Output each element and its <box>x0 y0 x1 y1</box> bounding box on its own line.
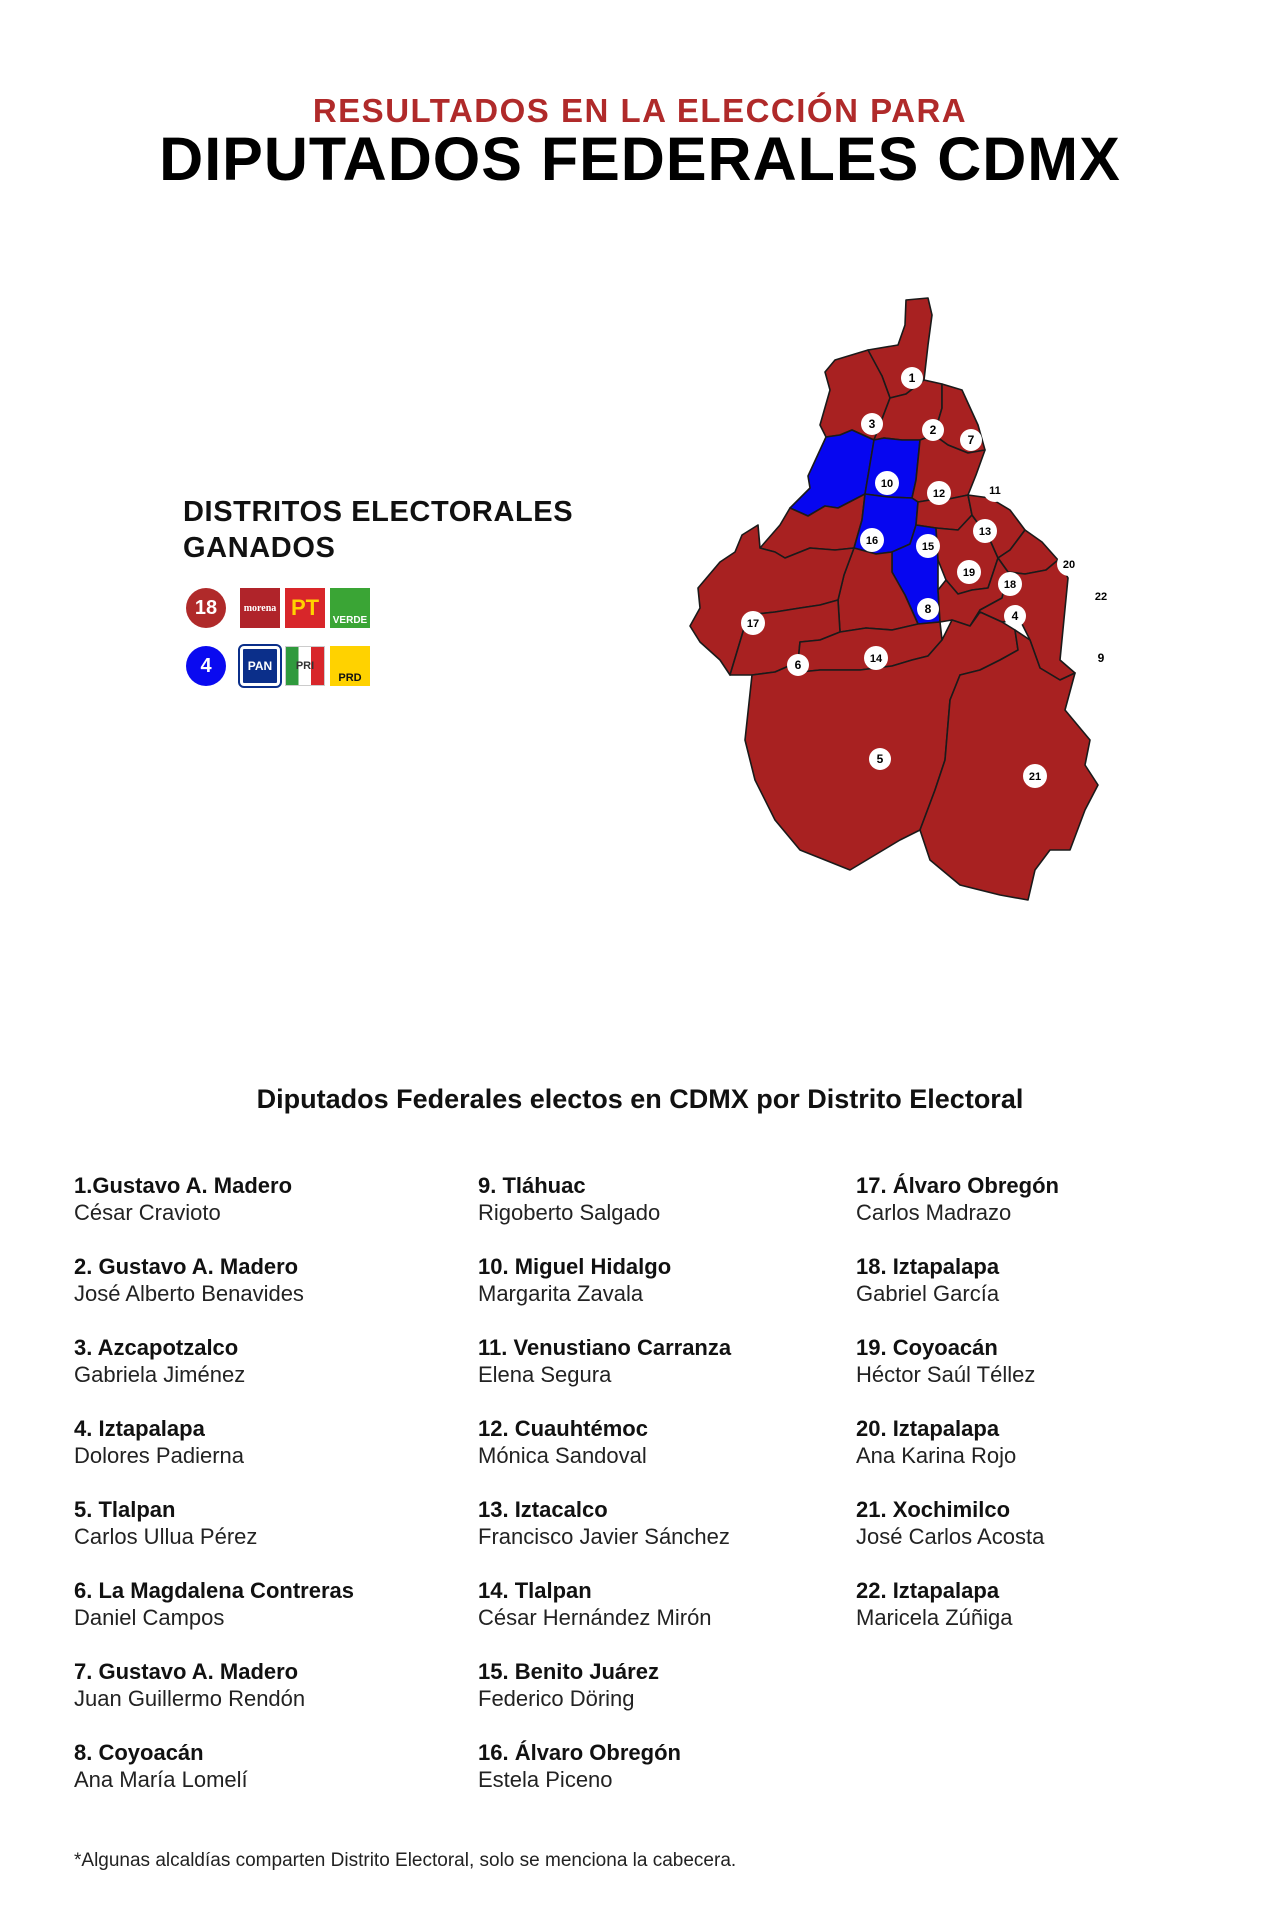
district-name: 22. Iztapalapa <box>856 1578 1000 1603</box>
list-item <box>478 1172 731 1253</box>
legend-row-red <box>186 588 375 628</box>
deputy-name: José Carlos Acosta <box>856 1524 1045 1549</box>
list-item <box>74 1739 354 1820</box>
page-subtitle: RESULTADOS EN LA ELECCIÓN PARA <box>312 92 968 129</box>
district-label-18 <box>998 572 1022 596</box>
district-label-4-text: 4 <box>1011 609 1019 623</box>
district-label-1 <box>901 367 923 389</box>
deputy-name: Héctor Saúl Téllez <box>856 1362 1036 1387</box>
morena-logo: morena <box>240 588 280 628</box>
deputy-name: Federico Döring <box>478 1686 635 1711</box>
district-label-20-text: 20 <box>1062 559 1076 571</box>
pri-logo: PRI <box>285 646 325 686</box>
deputy-name: Rigoberto Salgado <box>478 1200 661 1225</box>
list-item <box>478 1334 731 1415</box>
district-name: 16. Álvaro Obregón <box>478 1740 681 1765</box>
district-label-2 <box>922 419 944 441</box>
district-label-18-text: 18 <box>1003 579 1017 591</box>
results-column-3 <box>856 1172 1059 1658</box>
district-label-2-text: 2 <box>929 423 937 437</box>
legend-title-line2: GANADOS <box>183 532 336 564</box>
list-item <box>478 1577 731 1658</box>
results-column-1 <box>74 1172 354 1820</box>
deputy-name: Daniel Campos <box>74 1605 225 1630</box>
district-label-14-text: 14 <box>869 653 883 665</box>
district-label-6 <box>787 654 809 676</box>
prd-logo: PRD <box>330 646 370 686</box>
list-item <box>478 1415 731 1496</box>
list-item <box>856 1253 1059 1334</box>
district-label-14 <box>864 646 888 670</box>
list-item <box>478 1496 731 1577</box>
deputy-name: César Hernández Mirón <box>478 1605 712 1630</box>
footnote: *Algunas alcaldías comparten Distrito Electoral, solo se menciona la cabecera. <box>74 1850 737 1871</box>
district-map-svg <box>680 290 1180 950</box>
district-name: 5. Tlalpan <box>74 1497 176 1522</box>
district-name: 8. Coyoacán <box>74 1740 204 1765</box>
list-item <box>74 1172 354 1253</box>
district-label-5 <box>869 748 891 770</box>
district-label-19 <box>957 560 981 584</box>
district-label-8-text: 8 <box>924 602 932 616</box>
district-label-12-text: 12 <box>932 488 946 500</box>
deputy-name: Francisco Javier Sánchez <box>478 1524 730 1549</box>
district-label-12 <box>927 481 951 505</box>
district-label-10 <box>875 471 899 495</box>
district-label-5-text: 5 <box>876 752 884 766</box>
deputy-name: Mónica Sandoval <box>478 1443 647 1468</box>
deputy-name: Juan Guillermo Rendón <box>74 1686 306 1711</box>
district-name: 13. Iztacalco <box>478 1497 608 1522</box>
list-item <box>856 1334 1059 1415</box>
district-name: 21. Xochimilco <box>856 1497 1011 1522</box>
district-label-13 <box>973 519 997 543</box>
district-label-10-text: 10 <box>880 478 894 490</box>
deputy-name: Margarita Zavala <box>478 1281 644 1306</box>
district-label-13-text: 13 <box>978 526 992 538</box>
district-label-15-text: 15 <box>921 541 935 553</box>
district-label-7-text: 7 <box>967 433 975 447</box>
district-label-4 <box>1004 605 1026 627</box>
pan-logo: PAN <box>240 646 280 686</box>
district-label-17 <box>741 611 765 635</box>
district-name: 7. Gustavo A. Madero <box>74 1659 299 1684</box>
verde-logo: VERDE <box>330 588 370 628</box>
page-title: DIPUTADOS FEDERALES CDMX <box>159 125 1121 193</box>
deputy-name: Estela Piceno <box>478 1767 613 1792</box>
district-label-8 <box>917 598 939 620</box>
district-label-17-text: 17 <box>746 618 760 630</box>
district-label-7 <box>960 429 982 451</box>
district-name: 1.Gustavo A. Madero <box>74 1173 293 1198</box>
deputy-name: Dolores Padierna <box>74 1443 244 1468</box>
district-label-19-text: 19 <box>962 567 976 579</box>
district-label-3 <box>861 413 883 435</box>
deputy-name: Carlos Ullua Pérez <box>74 1524 258 1549</box>
list-item <box>74 1577 354 1658</box>
district-label-21-text: 21 <box>1028 771 1042 783</box>
district-label-3-text: 3 <box>868 417 876 431</box>
district-label-22-text: 22 <box>1094 591 1108 603</box>
district-name: 3. Azcapotzalco <box>74 1335 239 1360</box>
section-title: Diputados Federales electos en CDMX por Distrito Electoral <box>256 1084 1024 1114</box>
district-label-15 <box>916 534 940 558</box>
list-item <box>74 1658 354 1739</box>
list-item <box>856 1496 1059 1577</box>
blue-count-badge: 4 <box>186 646 226 686</box>
results-column-2 <box>478 1172 731 1820</box>
district-label-20 <box>1057 552 1081 576</box>
deputy-name: Ana Karina Rojo <box>856 1443 1017 1468</box>
deputy-name: Gabriela Jiménez <box>74 1362 246 1387</box>
legend-title-line1: DISTRITOS ELECTORALES <box>183 496 574 528</box>
deputy-name: Ana María Lomelí <box>74 1767 248 1792</box>
district-label-21 <box>1023 764 1047 788</box>
list-item <box>478 1658 731 1739</box>
district-label-9-text: 9 <box>1097 651 1105 665</box>
district-name: 12. Cuauhtémoc <box>478 1416 648 1441</box>
district-label-16 <box>860 528 884 552</box>
deputy-name: Maricela Zúñiga <box>856 1605 1013 1630</box>
deputy-name: Elena Segura <box>478 1362 612 1387</box>
list-item <box>478 1253 731 1334</box>
list-item <box>478 1739 731 1820</box>
legend-title <box>183 494 573 566</box>
district-label-6-text: 6 <box>794 658 802 672</box>
district-name: 11. Venustiano Carranza <box>478 1335 732 1360</box>
district-label-16-text: 16 <box>865 535 879 547</box>
list-item <box>856 1415 1059 1496</box>
district-map <box>680 290 1180 950</box>
district-label-1-text: 1 <box>908 371 916 385</box>
district-name: 17. Álvaro Obregón <box>856 1173 1059 1198</box>
deputy-name: Gabriel García <box>856 1281 1000 1306</box>
district-name: 14. Tlalpan <box>478 1578 592 1603</box>
list-item <box>74 1334 354 1415</box>
list-item <box>74 1415 354 1496</box>
list-item <box>74 1496 354 1577</box>
pt-logo: PT <box>285 588 325 628</box>
district-label-9 <box>1090 647 1112 669</box>
district-name: 20. Iztapalapa <box>856 1416 1000 1441</box>
district-name: 2. Gustavo A. Madero <box>74 1254 299 1279</box>
district-name: 9. Tláhuac <box>478 1173 586 1198</box>
district-label-11-text: 11 <box>989 485 1001 497</box>
district-name: 10. Miguel Hidalgo <box>478 1254 672 1279</box>
district-label-22 <box>1089 584 1113 608</box>
deputy-name: Carlos Madrazo <box>856 1200 1012 1225</box>
deputy-name: José Alberto Benavides <box>74 1281 304 1306</box>
district-name: 19. Coyoacán <box>856 1335 998 1360</box>
deputy-name: César Cravioto <box>74 1200 221 1225</box>
red-count-badge: 18 <box>186 588 226 628</box>
district-name: 18. Iztapalapa <box>856 1254 1000 1279</box>
legend-row-blue <box>186 646 375 686</box>
list-item <box>856 1577 1059 1658</box>
district-name: 4. Iztapalapa <box>74 1416 205 1441</box>
district-name: 6. La Magdalena Contreras <box>74 1578 354 1603</box>
district-name: 15. Benito Juárez <box>478 1659 659 1684</box>
district-label-11 <box>983 478 1007 502</box>
list-item <box>856 1172 1059 1253</box>
list-item <box>74 1253 354 1334</box>
